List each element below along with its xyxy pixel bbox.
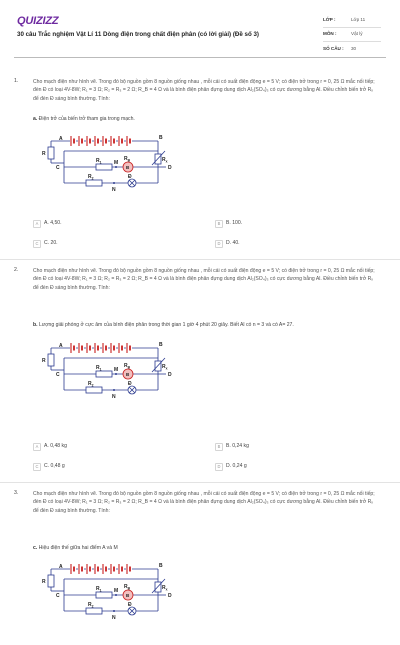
meta-label: LỚP : [323, 17, 336, 23]
sub-question [33, 322, 380, 329]
node-m [115, 166, 117, 168]
sub-question-text: Hiệu điện thế giữa hai điểm A và M [38, 545, 118, 551]
label-a: A [59, 564, 63, 570]
label-electrolyte: B [126, 165, 130, 170]
label-r1: $R_1$ [96, 365, 102, 372]
question-text: Cho mạch điện như hình vẽ. Trong đó bộ nguồn gồm 8 nguồn giống nhau , mỗi cái có suất điện động e = 5 V; có điện trở trong r = 0, 25 Ω mắc nối tiếp; đèn Đ có loại 4V-8W; R₁ = 3 Ω; R₂ = R₃ = 2 Ω; R_B = 4 Ω và là bình điện phân đựng dung dịch Al₂(SO₄)₃ có cực dương bằng Al. Điều chỉnh biến trở Rₓ để đèn Đ sáng bình thường. Tính: [33, 491, 375, 514]
label-d: D [168, 165, 172, 171]
question-1 [14, 78, 386, 268]
resistor-r1 [96, 592, 112, 598]
label-rx: $R_x$ [162, 585, 168, 592]
option-b[interactable] [215, 220, 242, 228]
quizizz-logo[interactable] [17, 14, 58, 30]
label-bulb: Đ [128, 174, 132, 180]
label-r2: $R_2$ [88, 174, 94, 181]
node-n [113, 389, 115, 391]
option-letter-box: D [215, 240, 223, 248]
label-electrolyte: B [126, 372, 130, 377]
question-3 [14, 490, 386, 621]
sub-question-prefix: a. [33, 116, 38, 122]
circuit-diagram [36, 133, 186, 213]
sub-question-text: Lượng giải phóng ở cực âm của bình điện phân trong thời gian 1 giờ 4 phút 20 giây. Biết Al có n = 3 và có A= 27. [38, 322, 294, 328]
question-divider [0, 259, 400, 260]
document-header [14, 0, 386, 58]
resistor-r [48, 575, 54, 587]
label-d: D [168, 372, 172, 378]
label-r2: $R_2$ [88, 602, 94, 609]
question-text: Cho mạch điện như hình vẽ. Trong đó bộ nguồn gồm 8 nguồn giống nhau , mỗi cái có suất điện động e = 5 V; có điện trở trong r = 0, 25 Ω mắc nối tiếp; đèn Đ có loại 4V-8W; R₁ = 3 Ω; R₂ = R₃ = 2 Ω; R_B = 4 Ω và là bình điện phân đựng dung dịch Al₂(SO₄)₃ có cực dương bằng Al. Điều chỉnh biến trở Rₓ để đèn Đ sáng bình thường. Tính: [33, 79, 375, 102]
label-r: R [42, 151, 46, 157]
label-a: A [59, 343, 63, 349]
resistor-r2 [86, 180, 102, 186]
label-r3: $R_B$ [124, 584, 131, 591]
meta-row-grade [323, 14, 381, 28]
label-c: C [56, 372, 60, 378]
meta-value: Lớp 11 [351, 17, 366, 23]
label-r: R [42, 579, 46, 585]
option-letter-box: B [215, 220, 223, 228]
resistor-r [48, 147, 54, 159]
option-c[interactable] [33, 240, 58, 248]
label-electrolyte: B [126, 593, 130, 598]
option-text: C. 0,48 g [44, 463, 65, 470]
option-c[interactable] [33, 463, 65, 471]
node-m [115, 373, 117, 375]
node-n [113, 182, 115, 184]
meta-label: MÔN : [323, 31, 337, 37]
circuit-svg [36, 340, 186, 420]
label-m: M [114, 367, 119, 373]
label-bulb: Đ [128, 381, 132, 387]
circuit-svg [36, 133, 186, 213]
label-b: B [159, 342, 163, 348]
logo-text: QUIZIZZ [17, 15, 59, 27]
meta-value: 30 [351, 45, 357, 51]
label-c: C [56, 165, 60, 171]
label-b: B [159, 135, 163, 141]
meta-label: SỐ CÂU : [323, 45, 344, 51]
sub-question [33, 116, 380, 123]
label-r3: $R_B$ [124, 363, 131, 370]
option-letter-box: A [33, 220, 41, 228]
option-text: D. 40. [226, 240, 240, 247]
sub-question-text: Điện trở của biến trở tham gia trong mạch. [38, 116, 135, 122]
option-text: B. 0,24 kg [226, 443, 249, 450]
label-n: N [112, 615, 116, 621]
label-r: R [42, 358, 46, 364]
option-letter-box: C [33, 240, 41, 248]
option-text: D. 0,24 g [226, 463, 247, 470]
label-r3: $R_B$ [124, 156, 131, 163]
question-number: 3. [14, 490, 19, 496]
page-title: 30 câu Trắc nghiệm Vật Lí 11 Dòng điện trong chất điện phân (có lời giải) (Đề số 3) [17, 31, 259, 38]
question-text: Cho mạch điện như hình vẽ. Trong đó bộ nguồn gồm 8 nguồn giống nhau , mỗi cái có suất điện động e = 5 V; có điện trở trong r = 0, 25 Ω mắc nối tiếp; đèn Đ có loại 4V-8W; R₁ = 3 Ω; R₂ = R₃ = 2 Ω; R_B = 4 Ω và là bình điện phân đựng dung dịch Al₂(SO₄)₃ có cực dương bằng Al. Điều chỉnh biến trở Rₓ để đèn Đ sáng bình thường. Tính: [33, 268, 375, 291]
circuit-svg [36, 561, 186, 641]
label-rx: $R_x$ [162, 157, 168, 164]
meta-row-subject [323, 28, 381, 42]
resistor-r2 [86, 387, 102, 393]
label-a: A [59, 136, 63, 142]
sub-question [33, 545, 380, 552]
option-a[interactable] [33, 220, 62, 228]
question-number: 2. [14, 267, 19, 273]
option-text: A. 0,48 kg [44, 443, 67, 450]
resistor-r1 [96, 164, 112, 170]
option-text: B. 100. [226, 220, 243, 227]
label-r1: $R_1$ [96, 158, 102, 165]
label-bulb: Đ [128, 602, 132, 608]
resistor-r1 [96, 371, 112, 377]
resistor-r [48, 354, 54, 366]
circuit-diagram [36, 561, 186, 641]
meta-value: Vật lý [351, 31, 363, 37]
option-letter-box: D [215, 463, 223, 471]
option-letter-box: A [33, 443, 41, 451]
meta-row-count [323, 42, 381, 56]
option-d[interactable] [215, 240, 240, 248]
sub-question-prefix: b. [33, 322, 38, 328]
label-r1: $R_1$ [96, 586, 102, 593]
option-a[interactable] [33, 443, 67, 451]
label-n: N [112, 187, 116, 193]
label-b: B [159, 563, 163, 569]
question-2 [14, 267, 386, 482]
option-letter-box: B [215, 443, 223, 451]
option-letter-box: C [33, 463, 41, 471]
circuit-diagram [36, 340, 186, 420]
option-text: C. 20. [44, 240, 58, 247]
node-m [115, 594, 117, 596]
meta-info-box [323, 14, 381, 56]
question-divider [0, 482, 400, 483]
label-m: M [114, 160, 119, 166]
label-r2: $R_2$ [88, 381, 94, 388]
label-n: N [112, 394, 116, 400]
question-number: 1. [14, 78, 19, 84]
sub-question-prefix: c. [33, 545, 38, 551]
label-d: D [168, 593, 172, 599]
resistor-r2 [86, 608, 102, 614]
label-rx: $R_x$ [162, 364, 168, 371]
label-m: M [114, 588, 119, 594]
node-n [113, 610, 115, 612]
option-d[interactable] [215, 463, 247, 471]
label-c: C [56, 593, 60, 599]
option-b[interactable] [215, 443, 249, 451]
option-text: A. 4,50. [44, 220, 62, 227]
